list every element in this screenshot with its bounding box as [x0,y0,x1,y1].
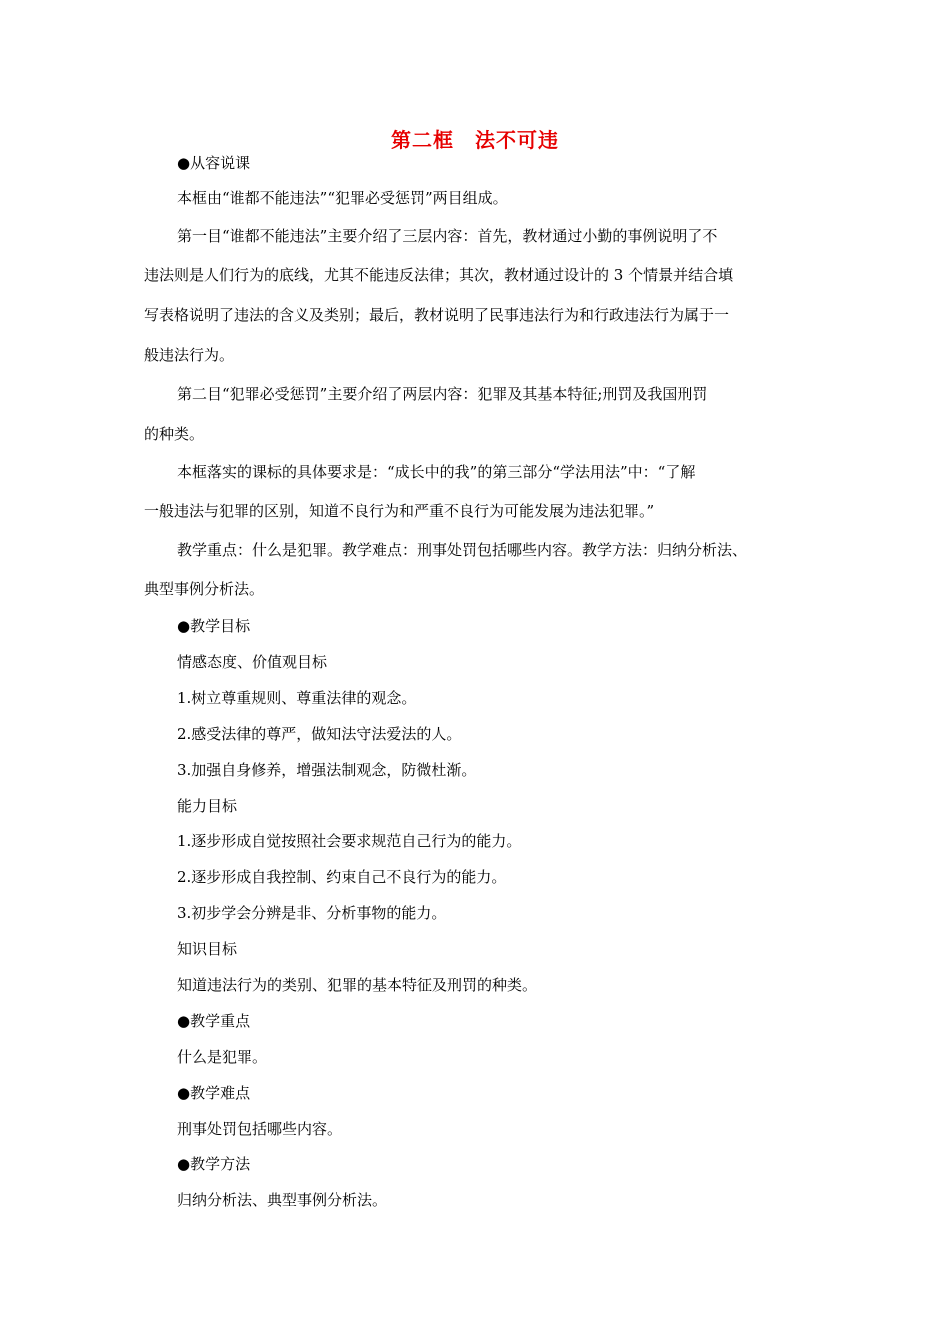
list-item: 1.树立尊重规则、尊重法律的观念。 [177,689,417,707]
list-item: 2.逐步形成自我控制、约束自己不良行为的能力。 [177,868,507,886]
paragraph-line: 本框落实的课标的具体要求是：“成长中的我”的第三部分“学法用法”中：“了解 [177,463,696,481]
list-item: 3.加强自身修养，增强法制观念，防微杜渐。 [177,761,477,779]
subheading: 能力目标 [177,797,238,815]
paragraph-line: 教学重点：什么是犯罪。教学难点：刑事处罚包括哪些内容。教学方法：归纳分析法、 [177,541,748,559]
section-heading: ●教学难点 [177,1084,251,1102]
paragraph-line: 归纳分析法、典型事例分析法。 [177,1191,388,1209]
paragraph-line: 刑事处罚包括哪些内容。 [177,1120,343,1138]
paragraph-line: 的种类。 [144,425,205,443]
subheading: 情感态度、价值观目标 [177,653,328,671]
list-item: 3.初步学会分辨是非、分析事物的能力。 [177,904,447,922]
section-heading: ●教学目标 [177,617,251,635]
paragraph-line: 写表格说明了违法的含义及类别；最后，教材说明了民事违法行为和行政违法行为属于一 [144,306,730,324]
list-item: 1.逐步形成自觉按照社会要求规范自己行为的能力。 [177,832,522,850]
subheading: 知识目标 [177,940,238,958]
paragraph-line: 一般违法与犯罪的区别，知道不良行为和严重不良行为可能发展为违法犯罪。” [144,502,655,520]
paragraph-line: 本框由“谁都不能违法”“犯罪必受惩罚”两目组成。 [177,189,508,207]
section-heading: ●教学方法 [177,1155,251,1173]
paragraph-line: 什么是犯罪。 [177,1048,268,1066]
paragraph-line: 第一目“谁都不能违法”主要介绍了三层内容：首先，教材通过小勤的事例说明了不 [177,227,718,245]
paragraph-line: 知道违法行为的类别、犯罪的基本特征及刑罚的种类。 [177,976,538,994]
list-item: 2.感受法律的尊严，做知法守法爱法的人。 [177,725,462,743]
page-title: 第二框 法不可违 [391,128,559,152]
paragraph-line: 第二目“犯罪必受惩罚”主要介绍了两层内容：犯罪及其基本特征;刑罚及我国刑罚 [177,385,708,403]
section-heading: ●从容说课 [177,154,251,172]
paragraph-line: 般违法行为。 [144,346,235,364]
paragraph-line: 违法则是人们行为的底线，尤其不能违反法律；其次，教材通过设计的 3 个情景并结合填 [144,266,734,284]
section-heading: ●教学重点 [177,1012,251,1030]
paragraph-line: 典型事例分析法。 [144,580,265,598]
